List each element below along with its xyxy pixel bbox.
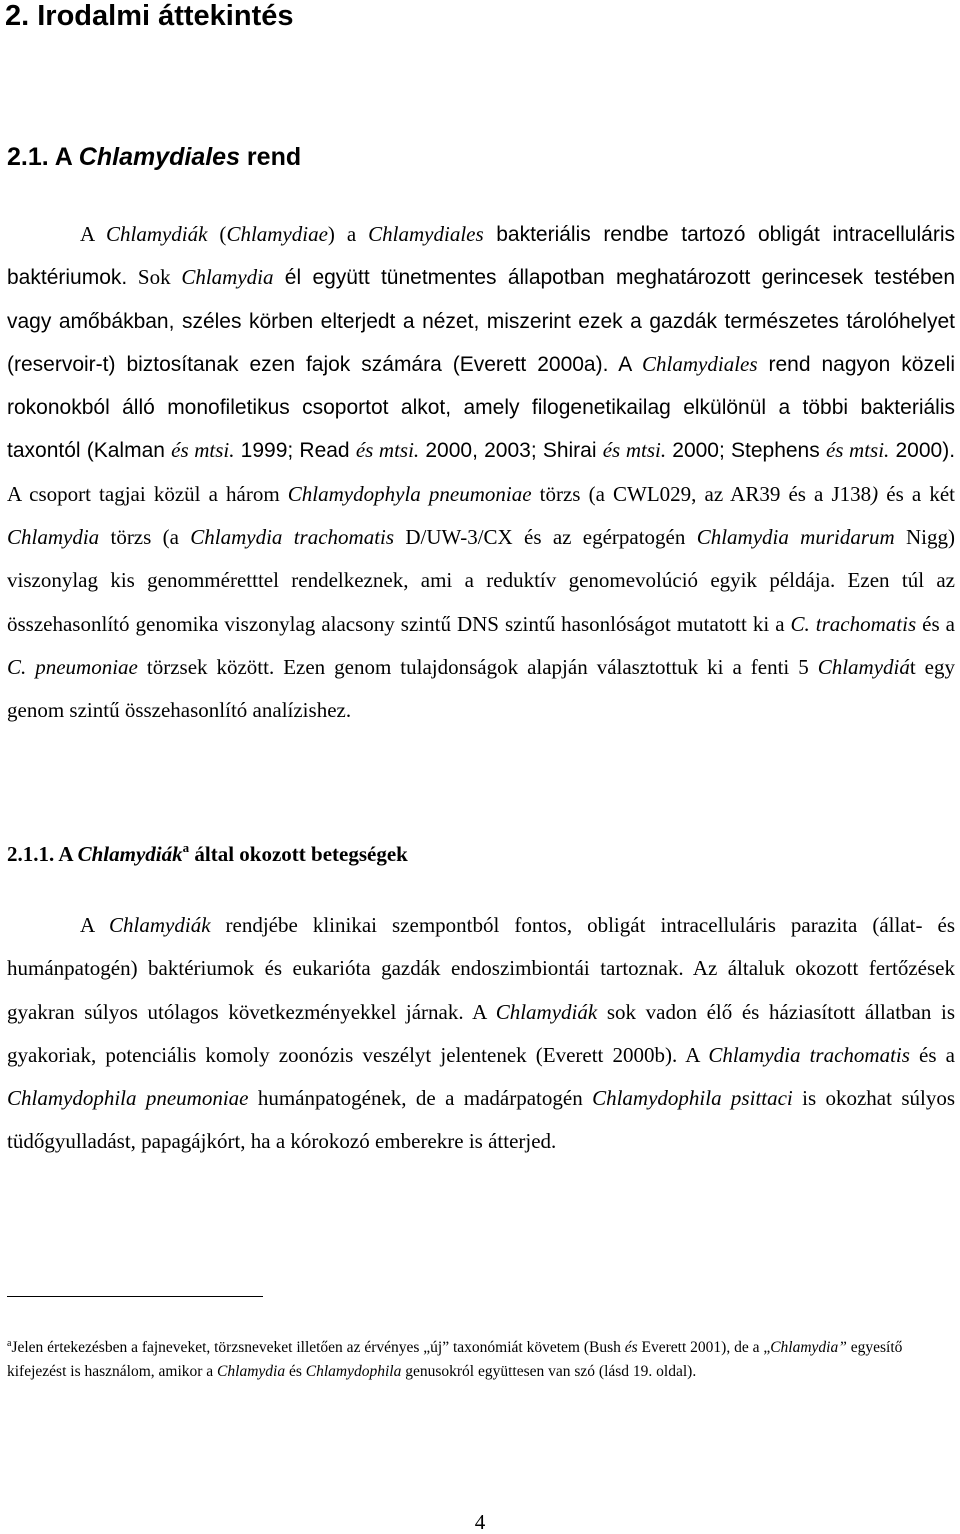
subsection-title-rest: által okozott betegségek	[189, 842, 408, 866]
section-title-rest: rend	[239, 143, 302, 171]
text-run: és	[285, 1363, 306, 1380]
italic-run: Chlamydia	[7, 525, 100, 550]
text-run: t egy genom szintű összehasonlító analízishez.	[7, 654, 956, 723]
text-run: Sok	[127, 265, 182, 290]
italic-run: Chlamydiák	[495, 999, 598, 1024]
italic-run: Chlamydiák	[105, 222, 208, 246]
italic-run: Chlamydia trachomatis	[708, 1042, 910, 1067]
italic-run: Chlamydiák	[109, 913, 211, 937]
footnote-mark: a	[7, 1338, 12, 1349]
italic-run: Chlamydiales	[368, 222, 484, 246]
text-run: sok vadon élő és háziasított állatban is gyakoriak, potenciális komoly zoonózis veszélyt jelentenek (Everett 2000b). A	[7, 999, 955, 1067]
text-run: humánpatogének, de a madárpatogén	[248, 1086, 593, 1111]
text-run: Everett 2001), de a „	[637, 1339, 771, 1356]
paragraph-diseases	[7, 904, 955, 1164]
subsection-heading	[7, 837, 408, 871]
subsection-number: 2.1.1. A	[7, 842, 78, 866]
text-run: törzs (a	[99, 525, 191, 550]
chapter-heading: 2. Irodalmi áttekintés	[5, 0, 294, 32]
italic-run: Chlamydophyla pneumoniae	[287, 481, 532, 506]
text-run: A	[80, 913, 110, 937]
text-run: genusokról együttesen van szó (lásd 19. oldal).	[401, 1363, 697, 1380]
italic-run: C. pneumoniae	[7, 654, 138, 679]
italic-run: Chlamydia”	[770, 1339, 847, 1356]
subsection-title-italic: Chlamydiák	[77, 842, 183, 866]
text-run: is okozhat súlyos tüdőgyulladást, papagájkórt, ha a kórokozó emberekre is átterjed.	[7, 1086, 955, 1154]
italic-run: és mtsi.	[602, 438, 667, 463]
section-number: 2.1. A	[7, 143, 79, 171]
text-run: egyesítő kifejezést is használom, amikor a	[7, 1339, 903, 1380]
italic-run: Chlamydiales	[642, 351, 758, 376]
text-run: Jelen értekezésben a fajneveket, törzsneveket illetően az érvényes „új” taxonómiát követem (Bush	[11, 1339, 625, 1356]
text-run: rendjébe klinikai szempontból fontos, obligát intracelluláris parazita (állat- és humánpatogén) baktériumok és eukarióta gazdák endoszimbiontái tartoznak. Az általuk okozott fertőzések gyakran súlyos utólagos következményekkel járnak. A	[7, 913, 956, 1024]
text-run: és a két	[878, 481, 955, 506]
page-number: 4	[474, 1510, 486, 1534]
italic-run: Chlamydiá	[817, 654, 910, 679]
italic-run: Chlamydia	[181, 265, 274, 290]
text-run: ) a	[327, 222, 369, 246]
italic-run: és mtsi.	[825, 438, 890, 463]
italic-run: és mtsi.	[171, 438, 235, 463]
text-run: rend nagyon közeli rokonokból álló monofiletikus csoportot alkot, amely filogenetikailag elkülönül a többi bakteriális taxontól (Kalman	[7, 352, 956, 463]
italic-run: Chlamydia trachomatis	[190, 525, 395, 550]
italic-run: és mtsi.	[355, 438, 420, 463]
text-run: bakteriális rendbe tartozó obligát intracelluláris baktériumok.	[7, 223, 955, 290]
section-heading	[7, 140, 301, 174]
text-run: 2000; Stephens	[666, 439, 826, 463]
text-run: A csoport tagjai közül a három	[7, 481, 288, 506]
italic-run: Chlamydiae	[226, 222, 328, 246]
text-run: 2000).	[889, 439, 956, 463]
text-run: Nigg) viszonylag kis genomméretttel rendelkeznek, ami a reduktív genomevolúció egyik példája. Ezen túl az összehasonlító genomika viszonylag alacsony szintű DNS szintű hasonlóságot mutatott ki a	[7, 525, 955, 636]
italic-run: Chlamydophila psittaci	[592, 1086, 793, 1111]
text-run: törzs (a CWL029, az AR39 és a J138	[531, 481, 872, 506]
paragraph-chlamydiales-intro	[7, 213, 955, 733]
text-run: A	[80, 222, 106, 246]
text-run: él együtt tünetmentes állapotban meghatározott gerincesek testében vagy amőbákban, széles körben elterjedt a nézet, miszerint ezek a gazdák természetes tárolóhelyet (reservoir-t) biztosítanak ezen fajok számára (Everett 2000a). A	[7, 266, 955, 376]
text-run: és a	[909, 1042, 955, 1067]
italic-run: )	[871, 481, 879, 506]
italic-run: Chlamydia	[217, 1363, 286, 1380]
text-run: (	[207, 222, 227, 246]
text-run: és a	[916, 611, 955, 636]
footnote	[7, 1336, 937, 1384]
section-title-italic: Chlamydiales	[78, 143, 240, 171]
footnote-reference[interactable]: a	[182, 840, 190, 855]
text-run: 1999; Read	[234, 439, 356, 463]
italic-run: és	[624, 1339, 638, 1356]
text-run: D/UW-3/CX és az egérpatogén	[394, 525, 697, 550]
text-run: törzsek között. Ezen genom tulajdonságok alapján választottuk ki a fenti 5	[137, 654, 818, 679]
footnote-separator	[7, 1296, 263, 1297]
italic-run: Chlamydophila pneumoniae	[7, 1086, 249, 1111]
italic-run: Chlamydia muridarum	[696, 525, 895, 550]
italic-run: C. trachomatis	[790, 611, 917, 636]
text-run: 2000, 2003; Shirai	[419, 439, 603, 463]
italic-run: Chlamydophila	[305, 1363, 402, 1380]
